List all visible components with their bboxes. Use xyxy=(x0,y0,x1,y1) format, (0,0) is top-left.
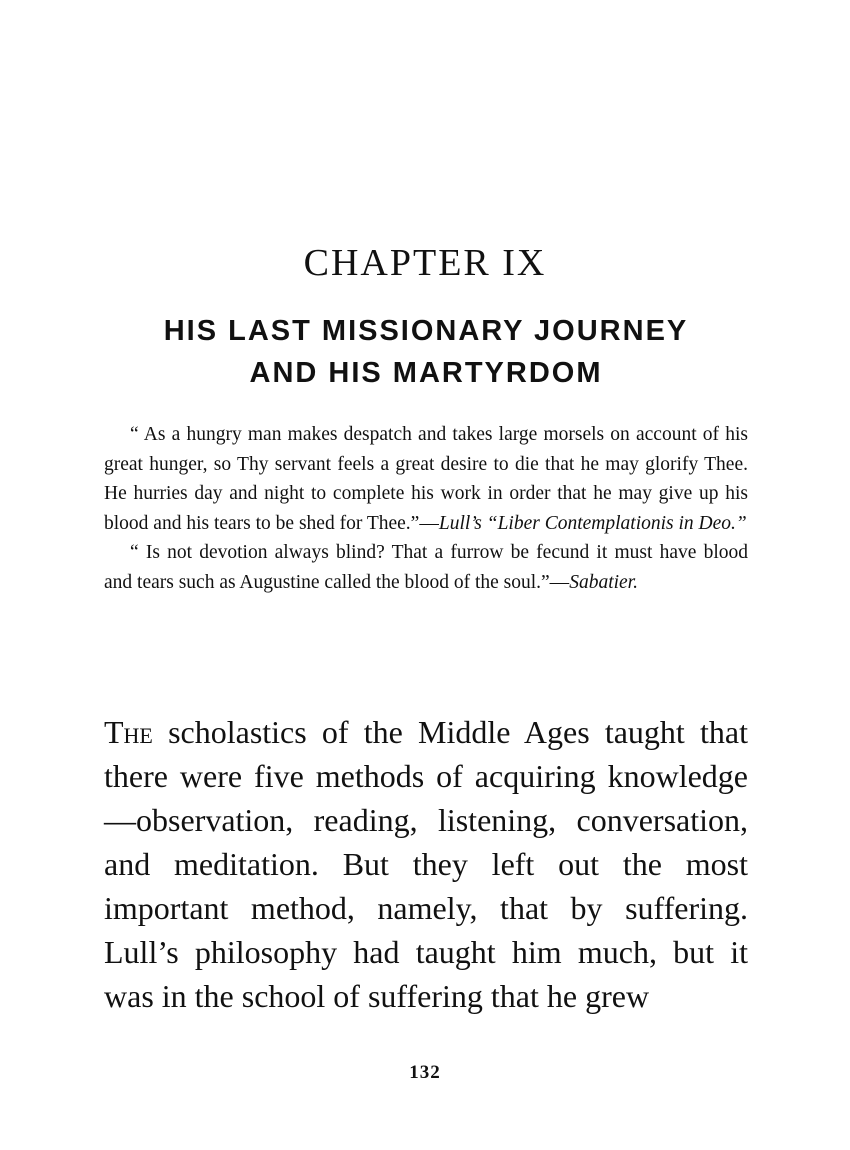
body-text: scholastics of the Middle Ages taught that there were five methods of acquiring knowledge—observation, reading, listening, conversation, and meditation. But they left out the most important method, namely, that by suffering. Lull’s philosophy had taught him much, but it was in the school of suffering that he grew xyxy=(104,714,748,1014)
page-number: 132 xyxy=(409,1062,441,1083)
body-lead-word: The xyxy=(104,714,153,750)
epigraph-2-quote: “ Is not devotion always blind? That a furrow be fecund it must have blood and tears such as Augustine called the blood of the soul.”— xyxy=(104,542,748,593)
epigraph-block xyxy=(104,420,748,598)
body-paragraph xyxy=(104,710,748,1018)
epigraph-1-source: Lull’s “Liber Contemplationis in Deo.” xyxy=(438,512,747,534)
chapter-title xyxy=(104,310,748,394)
epigraph-1-quote: “ As a hungry man makes despatch and takes large morsels on account of his great hunger, so Thy servant feels a great desire to die that he may glorify Thee. He hurries day and night to complete his work in order that he may give up his blood and his tears to be shed for Thee.”— xyxy=(104,424,748,534)
epigraph-1 xyxy=(104,420,748,538)
epigraph-2-source: Sabatier. xyxy=(569,571,638,593)
chapter-title-line-1: HIS LAST MISSIONARY JOURNEY xyxy=(163,315,689,347)
epigraph-2 xyxy=(104,538,748,597)
chapter-number: CHAPTER IX xyxy=(303,242,547,284)
chapter-title-line-2: AND HIS MARTYRDOM xyxy=(249,357,603,389)
